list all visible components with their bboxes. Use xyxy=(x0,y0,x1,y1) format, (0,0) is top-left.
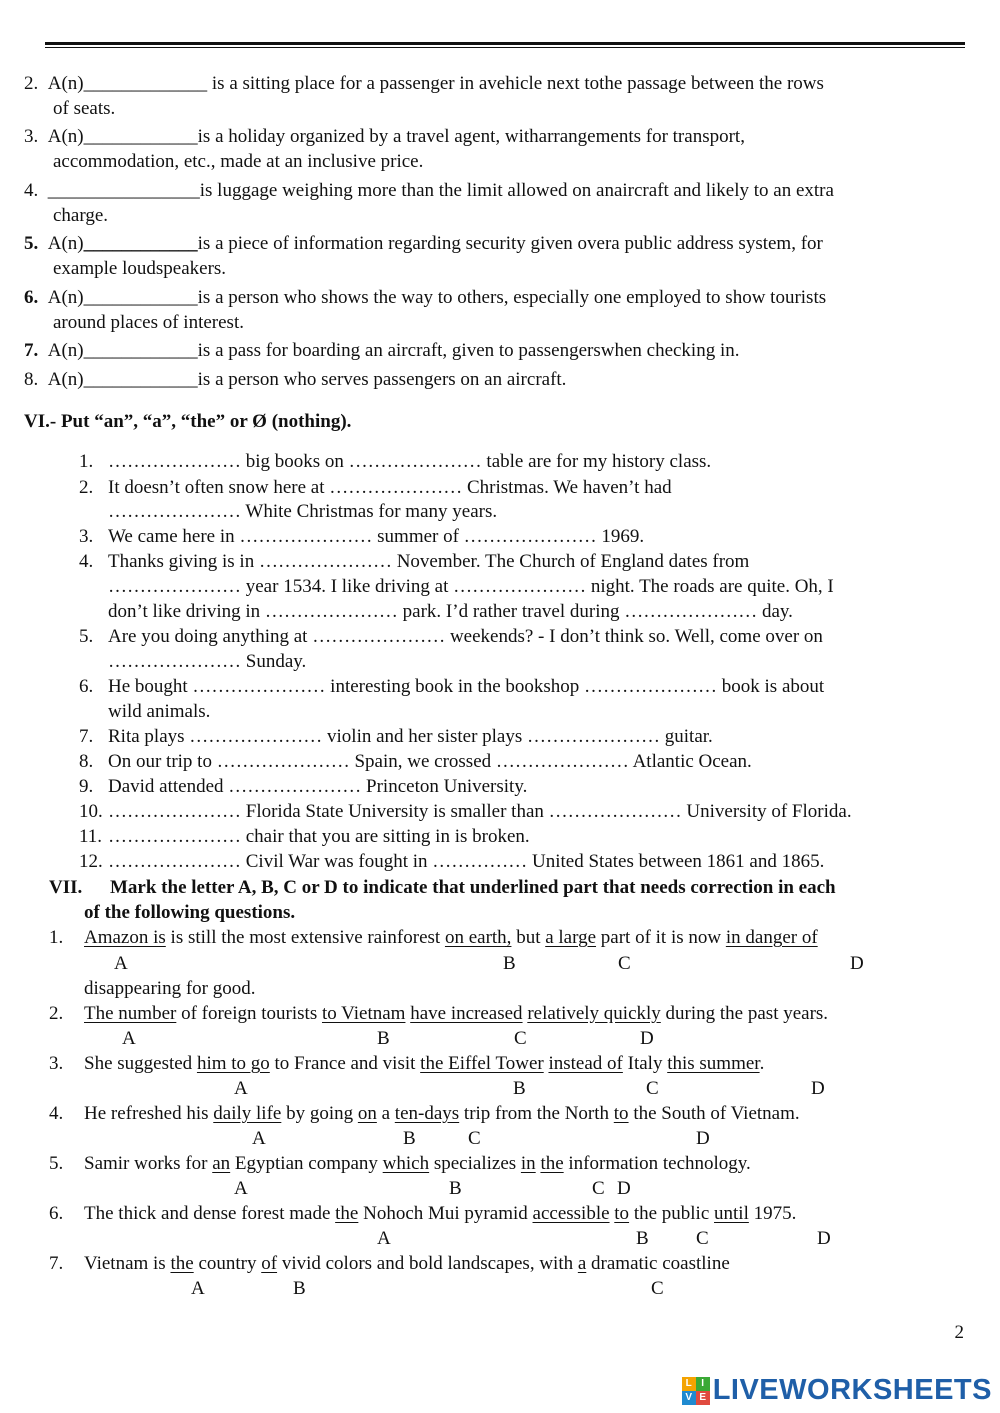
q6-underline-d[interactable]: until xyxy=(714,1203,749,1224)
q6-underline-a[interactable]: the xyxy=(335,1203,359,1224)
q6-label-d: D xyxy=(817,1228,831,1249)
q4-underline-d[interactable]: to xyxy=(613,1103,629,1124)
q2-underline-d[interactable]: relatively quickly xyxy=(527,1003,661,1024)
q2-sentence: The number of foreign tourists to Vietnam have increased relatively quickly during the past years. xyxy=(84,1003,829,1024)
q5-underline-d[interactable]: the xyxy=(540,1153,564,1174)
item-3-cont: accommodation, etc., made at an inclusive price. xyxy=(53,151,424,172)
q6-underline-c[interactable]: to xyxy=(614,1203,630,1224)
q3-underline-b[interactable]: the Eiffel Tower xyxy=(420,1053,544,1074)
blank-input[interactable]: ____________ xyxy=(83,369,198,390)
vi-line-5[interactable]: Are you doing anything at ………………… weekends? - I don’t think so. Well, come over on xyxy=(108,626,823,647)
item-4: 4. ________________is luggage weighing more than the limit allowed on anaircraft and likely to an extra xyxy=(24,180,834,201)
q1-cont: disappearing for good. xyxy=(84,978,256,999)
q1-underline-c[interactable]: a large xyxy=(545,927,597,948)
vi-line-11[interactable]: ………………… chair that you are sitting in is broken. xyxy=(108,826,530,847)
q7-underline-b[interactable]: of xyxy=(261,1253,278,1274)
q2-label-b: B xyxy=(377,1028,390,1049)
q4-label-d: D xyxy=(696,1128,710,1149)
vi-line-4[interactable]: Thanks giving is in ………………… November. The Church of England dates from xyxy=(108,551,750,572)
vi-num-6: 6. xyxy=(79,676,94,697)
q5-sentence: Samir works for an Egyptian company which specializes in the information technology. xyxy=(84,1153,751,1174)
item-5-cont: example loudspeakers. xyxy=(53,258,227,279)
logo-grid-icon: L I V E xyxy=(682,1377,710,1405)
q1-label-a: A xyxy=(114,953,128,974)
q6-label-c: C xyxy=(696,1228,709,1249)
vi-num-1: 1. xyxy=(79,451,94,472)
q6-underline-b[interactable]: accessible xyxy=(532,1203,610,1224)
vi-num-5: 5. xyxy=(79,626,94,647)
q4-underline-c[interactable]: ten-days xyxy=(394,1103,460,1124)
q3-underline-c[interactable]: instead of xyxy=(548,1053,623,1074)
q7-underline-a[interactable]: the xyxy=(170,1253,194,1274)
vi-num-10: 10. xyxy=(79,801,103,822)
q3-label-a: A xyxy=(234,1078,248,1099)
q7-label-a: A xyxy=(191,1278,205,1299)
vi-line-3[interactable]: We came here in ………………… summer of ………………… 1969. xyxy=(108,526,645,547)
q1-label-d: D xyxy=(850,953,864,974)
liveworksheets-logo[interactable] xyxy=(682,1374,992,1407)
q4-underline-a[interactable]: daily life xyxy=(213,1103,282,1124)
q3-underline-a[interactable]: him to go xyxy=(196,1053,270,1074)
q6-num: 6. xyxy=(49,1203,64,1224)
vi-num-12: 12. xyxy=(79,851,103,872)
vi-num-8: 8. xyxy=(79,751,94,772)
blank-input[interactable]: ____________ xyxy=(83,233,198,254)
q7-label-b: B xyxy=(293,1278,306,1299)
logo-text: LIVEWORKSHEETS xyxy=(712,1374,992,1406)
q7-num: 7. xyxy=(49,1253,64,1274)
q2-num: 2. xyxy=(49,1003,64,1024)
q5-underline-b[interactable]: which xyxy=(382,1153,430,1174)
vi-line-2[interactable]: It doesn’t often snow here at ………………… Christmas. We haven’t had xyxy=(108,477,672,498)
q3-label-b: B xyxy=(513,1078,526,1099)
q7-sentence: Vietnam is the country of vivid colors and bold landscapes, with a dramatic coastline xyxy=(84,1253,730,1274)
q3-label-c: C xyxy=(646,1078,659,1099)
q1-underline-a[interactable]: Amazon is xyxy=(84,927,166,948)
q6-label-a: A xyxy=(377,1228,391,1249)
q1-underline-b[interactable]: on earth, xyxy=(444,927,512,948)
vi-num-3: 3. xyxy=(79,526,94,547)
vi-line-6[interactable]: He bought ………………… interesting book in the bookshop ………………… book is about xyxy=(108,676,825,697)
vi-num-2: 2. xyxy=(79,477,94,498)
vi-line-4b[interactable]: ………………… year 1534. I like driving at ………………… night. The roads are quite. Oh, I xyxy=(108,576,834,597)
vi-num-7: 7. xyxy=(79,726,94,747)
section-vii-title: Mark the letter A, B, C or D to indicate that underlined part that needs correction in each xyxy=(110,877,836,898)
vi-line-6b: wild animals. xyxy=(108,701,211,722)
item-4-cont: charge. xyxy=(53,205,109,226)
q1-label-b: B xyxy=(503,953,516,974)
q3-underline-d[interactable]: this summer xyxy=(667,1053,760,1074)
item-2: 2. A(n)_____________ is a sitting place for a passenger in avehicle next tothe passage between the rows xyxy=(24,73,824,94)
q6-label-b: B xyxy=(636,1228,649,1249)
q1-underline-d[interactable]: in danger of xyxy=(725,927,818,948)
q2-underline-c[interactable]: have increased xyxy=(410,1003,523,1024)
q4-num: 4. xyxy=(49,1103,64,1124)
q5-label-a: A xyxy=(234,1178,248,1199)
q5-underline-c[interactable]: in xyxy=(520,1153,536,1174)
vi-line-12[interactable]: ………………… Civil War was fought in …………… United States between 1861 and 1865. xyxy=(108,851,825,872)
vi-num-11: 11. xyxy=(79,826,103,847)
q2-underline-a[interactable]: The number xyxy=(84,1003,177,1024)
vi-line-9[interactable]: David attended ………………… Princeton University. xyxy=(108,776,528,797)
q2-label-a: A xyxy=(122,1028,136,1049)
q1-sentence: Amazon is is still the most extensive rainforest on earth, but a large part of it is now in danger of xyxy=(84,927,818,948)
section-vii-num: VII. xyxy=(49,877,83,898)
section-vii-title-cont: of the following questions. xyxy=(84,902,296,923)
q5-underline-a[interactable]: an xyxy=(212,1153,231,1174)
top-rule-thin xyxy=(45,47,965,48)
q5-num: 5. xyxy=(49,1153,64,1174)
q4-sentence: He refreshed his daily life by going on a ten-days trip from the North to the South of Vietnam. xyxy=(84,1103,800,1124)
blank-input[interactable]: ________________ xyxy=(47,180,200,201)
q7-label-c: C xyxy=(651,1278,664,1299)
item-5: 5. A(n)____________is a piece of information regarding security given overa public address system, for xyxy=(24,233,823,254)
vi-line-8[interactable]: On our trip to ………………… Spain, we crossed ………………… Atlantic Ocean. xyxy=(108,751,752,772)
vi-line-2b[interactable]: ………………… White Christmas for many years. xyxy=(108,501,498,522)
q4-label-b: B xyxy=(403,1128,416,1149)
page-number: 2 xyxy=(954,1322,964,1343)
q5-label-c: C xyxy=(592,1178,605,1199)
q2-label-d: D xyxy=(640,1028,654,1049)
blank-input[interactable]: ____________ xyxy=(83,340,198,361)
vi-num-4: 4. xyxy=(79,551,94,572)
vi-line-10[interactable]: ………………… Florida State University is smaller than ………………… University of Florida. xyxy=(108,801,852,822)
item-6-cont: around places of interest. xyxy=(53,312,244,333)
q4-underline-b[interactable]: on xyxy=(357,1103,377,1124)
q7-underline-c[interactable]: a xyxy=(577,1253,587,1274)
vi-line-4c[interactable]: don’t like driving in ………………… park. I’d rather travel during ………………… day. xyxy=(108,601,793,622)
item-6: 6. A(n)____________is a person who shows the way to others, especially one employed to show tourists xyxy=(24,287,827,308)
q4-label-a: A xyxy=(252,1128,266,1149)
item-3: 3. A(n)____________is a holiday organized by a travel agent, witharrangements for transport, xyxy=(24,126,745,147)
vi-line-1[interactable]: ………………… big books on ………………… table are for my history class. xyxy=(108,451,712,472)
q6-sentence: The thick and dense forest made the Nohoch Mui pyramid accessible to the public until 1975. xyxy=(84,1203,797,1224)
q4-label-c: C xyxy=(468,1128,481,1149)
item-7: 7. A(n)____________is a pass for boarding an aircraft, given to passengerswhen checking in. xyxy=(24,340,740,361)
vi-num-9: 9. xyxy=(79,776,94,797)
vi-line-5b[interactable]: ………………… Sunday. xyxy=(108,651,307,672)
q1-num: 1. xyxy=(49,927,64,948)
q1-label-c: C xyxy=(618,953,631,974)
blank-input[interactable]: ____________ xyxy=(83,287,198,308)
q3-sentence: She suggested him to go to France and visit the Eiffel Tower instead of Italy this summer. xyxy=(84,1053,765,1074)
blank-input[interactable]: _____________ xyxy=(83,73,208,94)
item-2-cont: of seats. xyxy=(53,98,116,119)
q2-label-c: C xyxy=(514,1028,527,1049)
vi-line-7[interactable]: Rita plays ………………… violin and her sister plays ………………… guitar. xyxy=(108,726,713,747)
q5-label-d: D xyxy=(617,1178,631,1199)
q3-num: 3. xyxy=(49,1053,64,1074)
q5-label-b: B xyxy=(449,1178,462,1199)
top-rule xyxy=(45,42,965,45)
section-vi-title: VI.- Put “an”, “a”, “the” or Ø (nothing). xyxy=(24,411,352,432)
blank-input[interactable]: ____________ xyxy=(83,126,198,147)
item-8: 8. A(n)____________is a person who serves passengers on an aircraft. xyxy=(24,369,567,390)
q3-label-d: D xyxy=(811,1078,825,1099)
q2-underline-b[interactable]: to Vietnam xyxy=(321,1003,406,1024)
